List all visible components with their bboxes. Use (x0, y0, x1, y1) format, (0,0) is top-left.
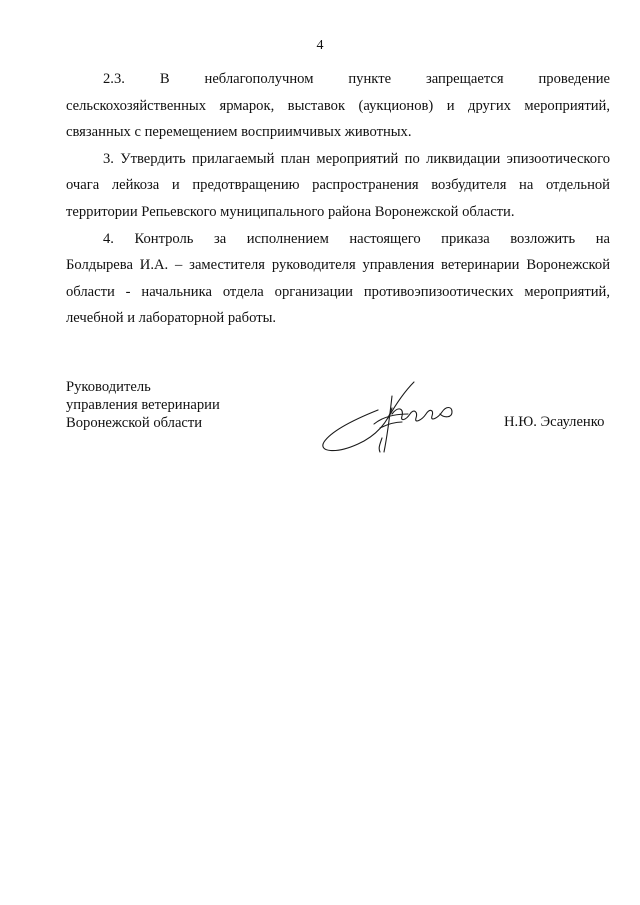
signatory-title-line: управления ветеринарии (66, 397, 220, 413)
text-line: лечебной и лабораторной работы. (66, 310, 277, 327)
paragraph-3 (66, 146, 610, 226)
signatory-name: Н.Ю. Эсауленко (504, 414, 605, 430)
text-line: Болдырева И.А. – заместителя руководителя управления ветеринарии Воронежской (66, 257, 610, 274)
text-line: территории Репьевского муниципального района Воронежской области. (66, 203, 515, 220)
signatory-title-line: Воронежской области (66, 415, 203, 431)
text-line: очага лейкоза и предотвращению распространения возбудителя на отдельной (66, 177, 610, 194)
text-line: сельскохозяйственных ярмарок, выставок (аукционов) и других мероприятий, (66, 97, 610, 114)
handwritten-signature (318, 378, 460, 460)
text-line: 4. Контроль за исполнением настоящего приказа возложить на (103, 230, 610, 247)
document-body (66, 66, 610, 332)
text-line: связанных с перемещением восприимчивых животных. (66, 124, 412, 141)
signatory-title (66, 378, 220, 432)
text-line: области - начальника отдела организации противоэпизоотических мероприятий, (66, 283, 610, 300)
paragraph-4 (66, 226, 610, 332)
text-line: 2.3. В неблагополучном пункте запрещается проведение (103, 71, 610, 87)
paragraph-2-3 (66, 66, 610, 146)
signatory-title-line: Руководитель (66, 379, 151, 395)
page-number: 4 (316, 38, 324, 53)
text-line: 3. Утвердить прилагаемый план мероприятий по ликвидации эпизоотического (103, 150, 610, 167)
